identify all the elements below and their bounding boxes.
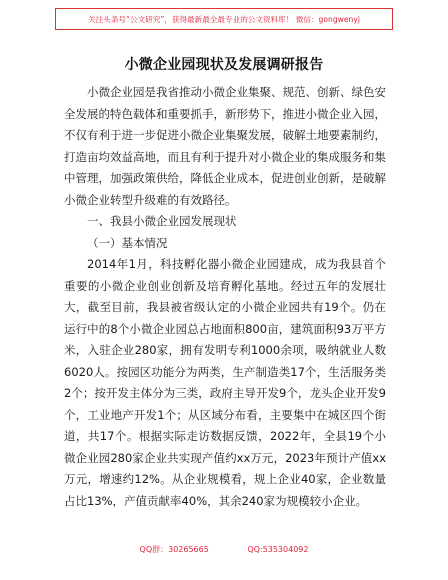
- subsection-heading: （一）基本情况: [87, 235, 168, 250]
- basic-info-paragraph: 2014年1月，科技孵化器小微企业园建成，成为我县首个重要的小微企业创业创新及培育孵化基地。经过五年的发展壮大，截至目前，我县被省级认定的小微企业园共有19个。仍在运行中的8个小微企业园总占地面积800亩，建筑面积93万平方米，入驻企业280家，拥有发明专利1000余项，吸纳就业人数6020人。按园区功能分为两类，生产制造类17个，生活服务类2个；按开发主体分为三类，政府主导开发9个，龙头企业开发9个，工业地产开发1个；从区域分布看，主要集中在城区四个街道，共17个。根据实际走访数据反馈，2022年，全县19个小微企业园280家企业共实现产值约xx万元，2023年预计产值xx万元，增速约12%。从企业规模看，规上企业40家，企业数量占比13%，产值贡献率40%，其余240家为规模较小企业。: [64, 257, 386, 508]
- intro-paragraph: 小微企业园是我省推动小微企业集聚、规范、创新、绿色安全发展的特色载体和重要抓手，新形势下，推进小微企业入园，不仅有利于进一步促进小微企业集聚发展，破解土地要素制约，打造亩均效益高地，而且有利于提升对小微企业的集成服务和集中管理，加强政策供给，降低企业成本，促进创业创新，是破解小微企业转型升级难的有效路径。: [64, 85, 386, 207]
- header-banner-text: 关注头条号“公文研究”，获得最新最全最专业的公文资料库！ 微信：gongwenyj: [88, 14, 360, 24]
- footer-qq-group: QQ群：30265665: [139, 545, 209, 554]
- header-banner: [55, 8, 393, 30]
- footer-contact: [0, 544, 448, 555]
- section-heading: 一、我县小微企业园发展现状: [87, 214, 237, 228]
- footer-qq: QQ:535304092: [247, 545, 309, 554]
- document-body: [64, 82, 386, 512]
- document-title: 小微企业园现状及发展调研报告: [124, 57, 324, 73]
